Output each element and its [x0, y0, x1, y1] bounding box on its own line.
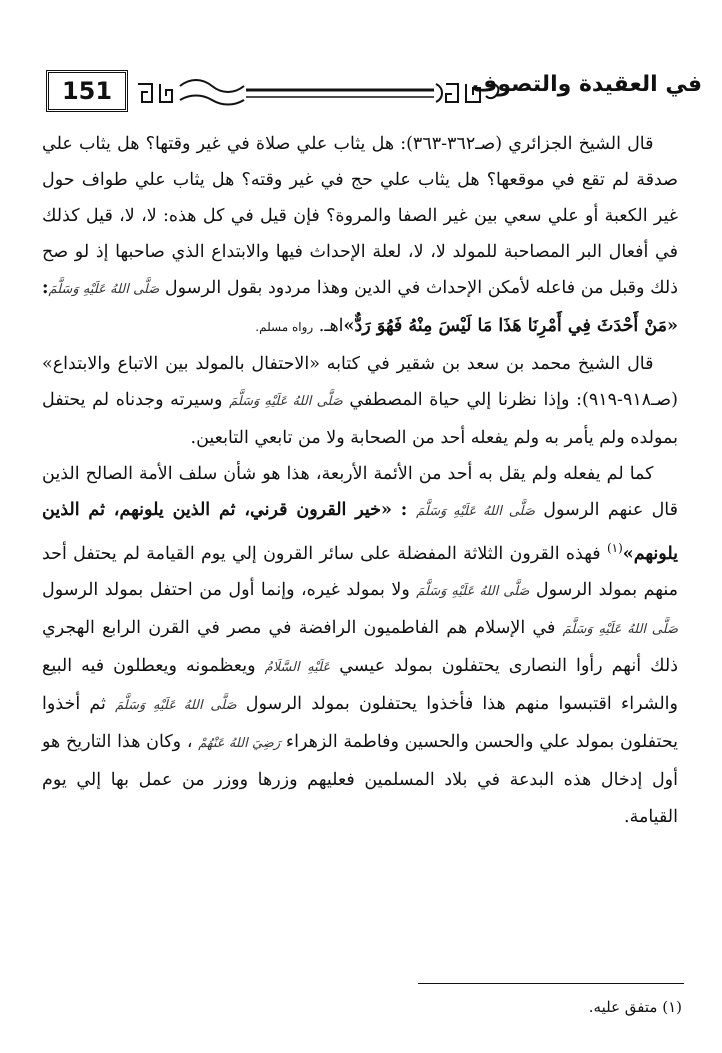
footnote-reference[interactable]: (١) — [606, 541, 623, 556]
running-title: في العقيدة والتصوف — [471, 72, 702, 97]
honorific-phrase: صَلَّى اللهُ عَلَيْهِ وَسَلَّمَ — [416, 583, 530, 599]
page-header — [22, 58, 702, 128]
text-run: ، وكان هذا التاريخ هو أول إدخال هذه البدعة في بلاد المسلمين فعليهم وزرها ووزر من عمل بها إلي يوم القيامة. — [42, 732, 678, 827]
text-run: قال الشيخ الجزائري (صـ٣٦٢-٣٦٣): هل يثاب علي صلاة في غير وقتها؟ هل يثاب علي صدقة لم تقع في موقعها؟ هل يثاب علي حج في غير وقته؟ هل يثاب علي طواف حول غير الكعبة أو علي سعي بين غير الصفا والمروة؟ فإن قيل في كل هذه: لا، لا، قيل كذلك في أفعال البر المصاحبة للمولد لا، لا، لعلة الإحداث فيها والابتداع الذي صاحبها إذ لو صح ذلك وقبل من فاعله لأمكن الإحداث في الدين وهذا مردود بقول الرسول — [42, 134, 679, 299]
text-run: ولا بمولد غيره، وإنما أول من احتفل بمولد الرسول — [42, 579, 417, 600]
text-run: اهـ. — [313, 316, 344, 337]
ornament-divider-icon — [134, 76, 506, 110]
honorific-phrase: عَلَيْهِ السَّلَامُ — [264, 660, 331, 676]
text-run: فهذه القرون الثلاثة المفضلة على سائر القرون إلي يوم القيامة لم يحتفل أحد منهم بمولد الرسول — [42, 543, 678, 600]
text-run: : «مَنْ أَحْدَثَ فِي أَمْرِنَا هَذَا مَا لَيْسَ مِنْهُ فَهُوَ رَدٌّ» — [42, 278, 678, 337]
honorific-phrase: صَلَّى اللهُ عَلَيْهِ وَسَلَّمَ — [562, 622, 678, 638]
honorific-phrase: رَضِيَ اللهُ عَنْهُمْ — [198, 736, 281, 752]
honorific-phrase: صَلَّى اللهُ عَلَيْهِ وَسَلَّمَ — [416, 503, 535, 519]
honorific-phrase: صَلَّى اللهُ عَلَيْهِ وَسَلَّمَ — [115, 698, 237, 714]
honorific-phrase: صَلَّى اللهُ عَلَيْهِ وَسَلَّمَ — [229, 393, 343, 409]
footnote: (١) متفق عليه. — [588, 998, 682, 1016]
text-run: : «خير القرون قرني، ثم الذين يلونهم، ثم الذين يلونهم» — [42, 499, 678, 564]
body-text — [42, 126, 678, 835]
text-run: وسيرته وجدناه لم يحتفل بمولده ولم يأمر به ولم يفعله أحد من الصحابة ولا من تابعي التابعين. — [42, 389, 678, 448]
honorific-phrase: صَلَّى اللهُ عَلَيْهِ وَسَلَّمَ — [48, 282, 160, 298]
text-run: ثم أخذوا يحتفلون بمولد علي والحسن والحسين وفاطمة الزهراء — [42, 694, 678, 753]
text-run: في الإسلام هم الفاطميون الرافضة في مصر في القرن الرابع الهجري ذلك أنهم رأوا النصارى يحتفلون بمولد عيسي — [42, 618, 679, 677]
text-run: قال الشيخ محمد بن سعد بن شقير في كتابه «الاحتفال بالمولد بين الاتباع والابتداع» (صـ٩١٨-٩١٩): وإذا نظرنا إلي حياة المصطفي — [42, 353, 678, 410]
page-number: 151 — [46, 70, 128, 112]
text-run: رواه مسلم. — [255, 320, 314, 335]
paragraph — [42, 456, 678, 835]
text-run: ويعظمونه ويعطلون فيه البيع والشراء اقتبسوا منهم هذا فأخذوا يحتفلون بمولد الرسول — [42, 656, 678, 715]
footnote-divider — [418, 983, 684, 984]
text-run: كما لم يفعله ولم يقل به أحد من الأئمة الأربعة، هذا هو شأن سلف الأمة الصالح الذين قال عنهم الرسول — [42, 463, 679, 520]
paragraph — [42, 126, 678, 346]
paragraph — [42, 346, 678, 456]
